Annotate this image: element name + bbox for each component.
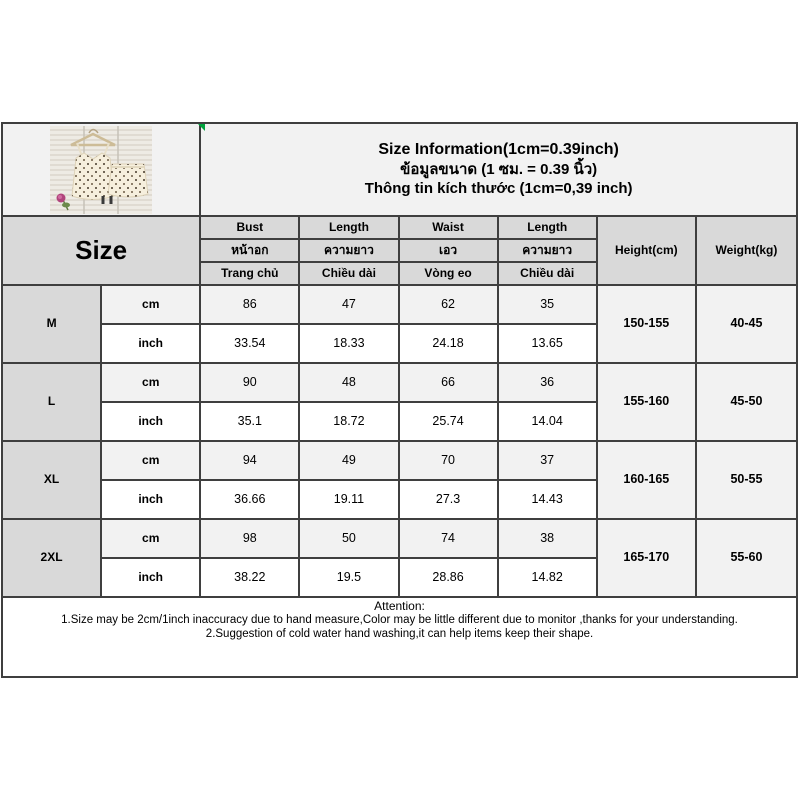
value-m-bust-cm: 86: [201, 286, 300, 325]
attention-note: [3, 598, 796, 676]
value-xl-bust-inch: 36.66: [201, 481, 300, 520]
col-header-length1-th: ความยาว: [300, 240, 399, 263]
value-l-waist-inch: 25.74: [400, 403, 499, 442]
size-info-title-block: [201, 124, 796, 217]
title-thai: ข้อมูลขนาด (1 ซม. = 0.39 นิ้ว): [400, 160, 598, 178]
product-photo: [50, 126, 152, 214]
shorts: [108, 164, 148, 197]
value-xl-length1-inch: 19.11: [300, 481, 399, 520]
col-header-bust-en: Bust: [201, 217, 300, 240]
value-m-height: 150-155: [598, 286, 697, 364]
value-l-length2-inch: 14.04: [499, 403, 598, 442]
col-header-length1-vi: Chiều dài: [300, 263, 399, 286]
unit-label-inch: inch: [102, 559, 201, 598]
attention-line-2: 2.Suggestion of cold water hand washing,it can help items keep their shape.: [205, 627, 594, 640]
col-header-length2-vi: Chiều dài: [499, 263, 598, 286]
value-m-length2-inch: 13.65: [499, 325, 598, 364]
value-l-length1-inch: 18.72: [300, 403, 399, 442]
height-header-cell: Height(cm): [598, 217, 697, 286]
col-header-length2-en: Length: [499, 217, 598, 240]
col-header-waist-en: Waist: [400, 217, 499, 240]
unit-label-cm: cm: [102, 364, 201, 403]
col-header-waist-th: เอว: [400, 240, 499, 263]
unit-label-inch: inch: [102, 325, 201, 364]
value-l-waist-cm: 66: [400, 364, 499, 403]
col-header-length1-en: Length: [300, 217, 399, 240]
attention-line-1: 1.Size may be 2cm/1inch inaccuracy due to hand measure,Color may be little different due to monitor ,thanks for your understanding.: [61, 614, 738, 627]
unit-label-inch: inch: [102, 481, 201, 520]
size-label-l: L: [3, 364, 102, 442]
value-2xl-length1-inch: 19.5: [300, 559, 399, 598]
unit-label-cm: cm: [102, 442, 201, 481]
size-header-cell: Size: [3, 217, 201, 286]
value-m-weight: 40-45: [697, 286, 796, 364]
value-l-bust-inch: 35.1: [201, 403, 300, 442]
col-header-length2-th: ความยาว: [499, 240, 598, 263]
product-photo-cell: [3, 124, 201, 217]
value-2xl-length2-inch: 14.82: [499, 559, 598, 598]
value-2xl-waist-inch: 28.86: [400, 559, 499, 598]
value-xl-waist-inch: 27.3: [400, 481, 499, 520]
value-l-bust-cm: 90: [201, 364, 300, 403]
unit-label-inch: inch: [102, 403, 201, 442]
size-label-2xl: 2XL: [3, 520, 102, 598]
value-2xl-weight: 55-60: [697, 520, 796, 598]
value-2xl-length2-cm: 38: [499, 520, 598, 559]
size-label-m: M: [3, 286, 102, 364]
value-xl-weight: 50-55: [697, 442, 796, 520]
value-l-height: 155-160: [598, 364, 697, 442]
value-l-length1-cm: 48: [300, 364, 399, 403]
col-header-bust-vi: Trang chủ: [201, 263, 300, 286]
size-chart-table: [1, 122, 798, 678]
value-m-waist-inch: 24.18: [400, 325, 499, 364]
value-xl-height: 160-165: [598, 442, 697, 520]
weight-header-cell: Weight(kg): [697, 217, 796, 286]
value-m-length1-cm: 47: [300, 286, 399, 325]
value-2xl-bust-cm: 98: [201, 520, 300, 559]
value-xl-length2-cm: 37: [499, 442, 598, 481]
col-header-bust-th: หน้าอก: [201, 240, 300, 263]
value-m-bust-inch: 33.54: [201, 325, 300, 364]
title-vietnamese: Thông tin kích thước (1cm=0,39 inch): [364, 180, 633, 198]
size-label-xl: XL: [3, 442, 102, 520]
attention-heading: Attention:: [374, 599, 425, 613]
value-xl-waist-cm: 70: [400, 442, 499, 481]
value-2xl-length1-cm: 50: [300, 520, 399, 559]
green-corner-marker: [198, 124, 205, 131]
value-2xl-height: 165-170: [598, 520, 697, 598]
value-l-length2-cm: 36: [499, 364, 598, 403]
value-l-weight: 45-50: [697, 364, 796, 442]
value-xl-length2-inch: 14.43: [499, 481, 598, 520]
value-xl-bust-cm: 94: [201, 442, 300, 481]
value-m-length1-inch: 18.33: [300, 325, 399, 364]
value-xl-length1-cm: 49: [300, 442, 399, 481]
unit-label-cm: cm: [102, 286, 201, 325]
title-english: Size Information(1cm=0.39inch): [378, 141, 619, 159]
value-2xl-waist-cm: 74: [400, 520, 499, 559]
value-m-length2-cm: 35: [499, 286, 598, 325]
col-header-waist-vi: Vòng eo: [400, 263, 499, 286]
unit-label-cm: cm: [102, 520, 201, 559]
value-m-waist-cm: 62: [400, 286, 499, 325]
value-2xl-bust-inch: 38.22: [201, 559, 300, 598]
